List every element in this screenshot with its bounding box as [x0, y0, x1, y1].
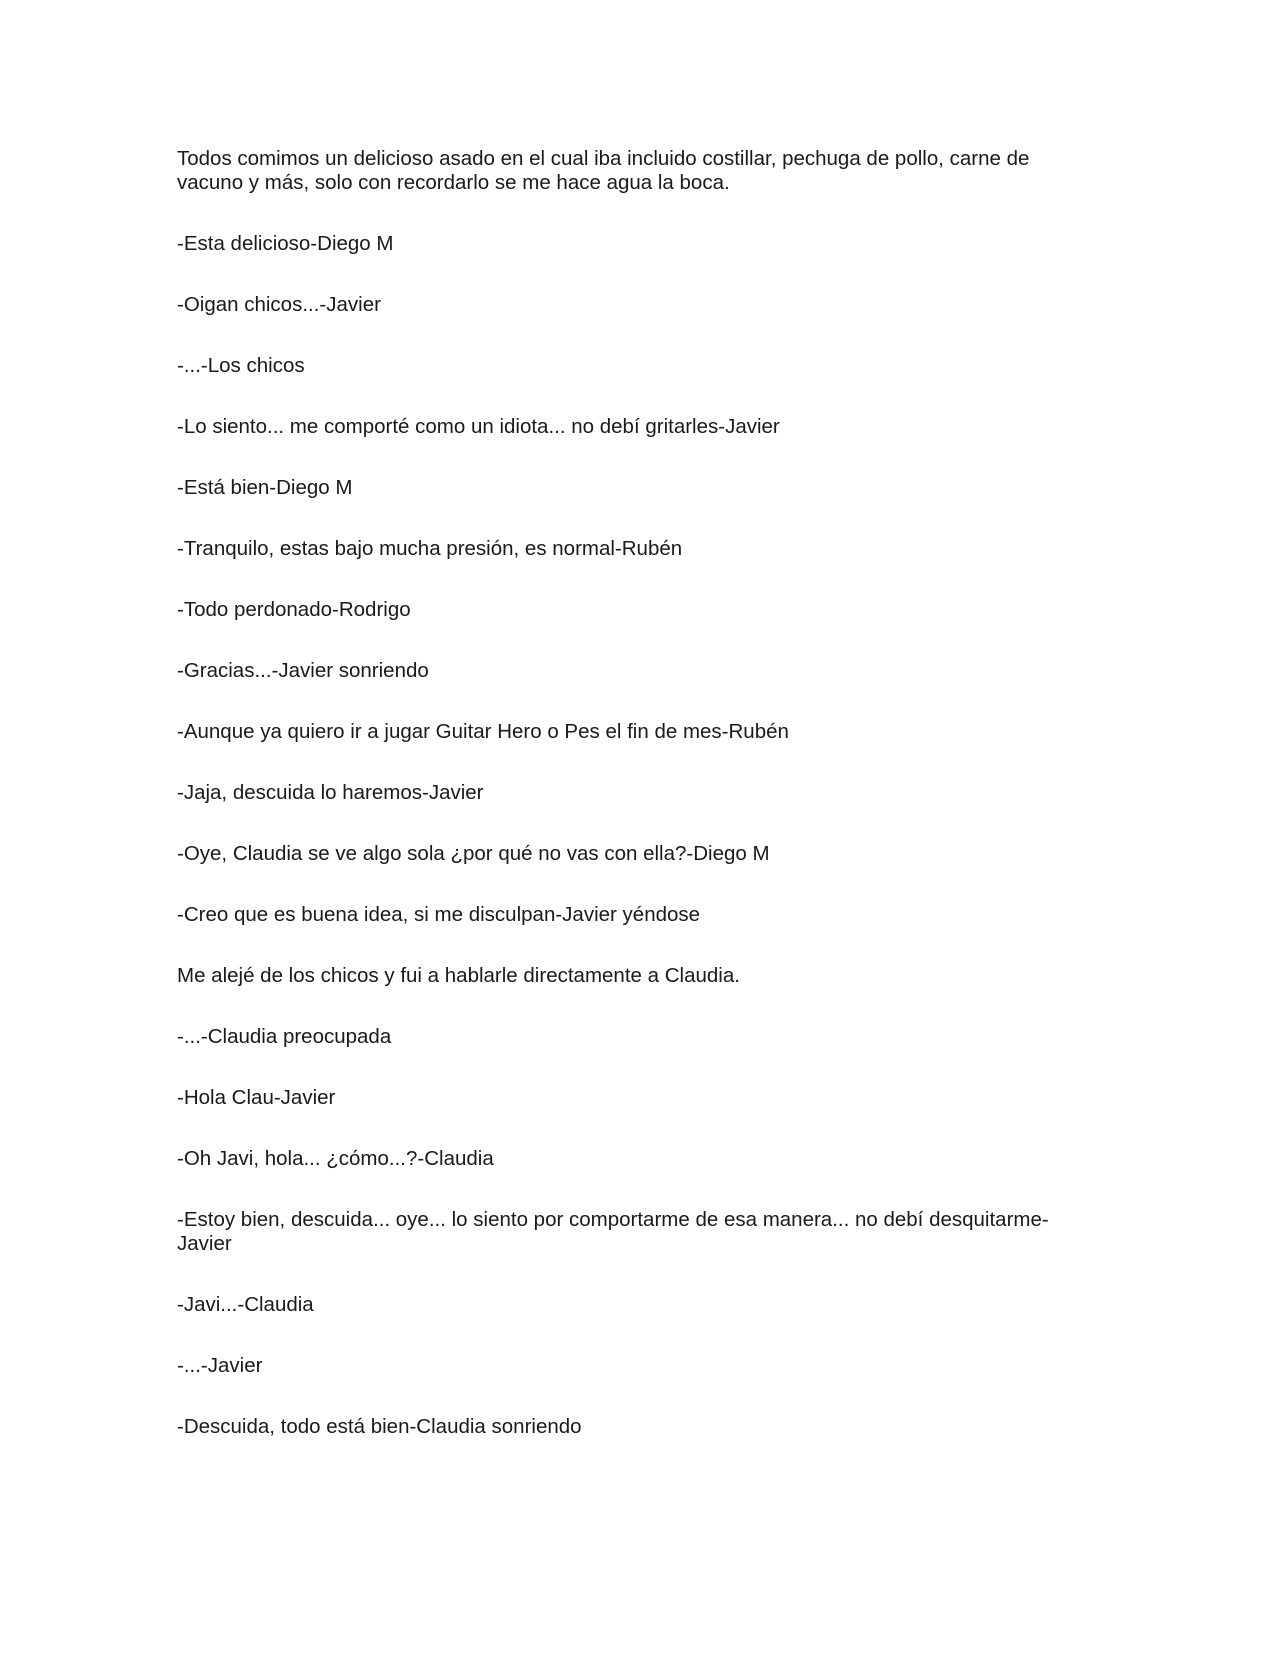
- document-body: [177, 147, 1077, 1476]
- dialogue-line: -...-Claudia preocupada: [177, 1025, 392, 1048]
- dialogue-line: -Gracias...-Javier sonriendo: [177, 659, 429, 682]
- dialogue-line: -Está bien-Diego M: [177, 476, 353, 499]
- dialogue-line: -Oye, Claudia se ve algo sola ¿por qué no vas con ella?-Diego M: [177, 842, 770, 865]
- dialogue-line: -Descuida, todo está bien-Claudia sonriendo: [177, 1415, 582, 1438]
- dialogue-line: -Estoy bien, descuida... oye... lo siento por comportarme de esa manera... no debí desquitarme-Javier: [177, 1208, 1049, 1255]
- narrative-paragraph: Me alejé de los chicos y fui a hablarle directamente a Claudia.: [177, 964, 740, 987]
- narrative-paragraph: Todos comimos un delicioso asado en el cual iba incluido costillar, pechuga de pollo, carne de vacuno y más, solo con recordarlo se me hace agua la boca.: [177, 147, 1030, 194]
- dialogue-line: -Aunque ya quiero ir a jugar Guitar Hero o Pes el fin de mes-Rubén: [177, 720, 789, 743]
- dialogue-line: -Tranquilo, estas bajo mucha presión, es normal-Rubén: [177, 537, 683, 560]
- dialogue-line: -Oigan chicos...-Javier: [177, 293, 381, 316]
- dialogue-line: -Esta delicioso-Diego M: [177, 232, 394, 255]
- dialogue-line: -Lo siento... me comporté como un idiota... no debí gritarles-Javier: [177, 415, 780, 438]
- dialogue-line: -Javi...-Claudia: [177, 1293, 314, 1316]
- dialogue-line: -Jaja, descuida lo haremos-Javier: [177, 781, 484, 804]
- dialogue-line: -...-Javier: [177, 1354, 263, 1377]
- dialogue-line: -Creo que es buena idea, si me disculpan-Javier yéndose: [177, 903, 701, 926]
- dialogue-line: -Todo perdonado-Rodrigo: [177, 598, 411, 621]
- dialogue-line: -Oh Javi, hola... ¿cómo...?-Claudia: [177, 1147, 494, 1170]
- dialogue-line: -...-Los chicos: [177, 354, 305, 377]
- dialogue-line: -Hola Clau-Javier: [177, 1086, 336, 1109]
